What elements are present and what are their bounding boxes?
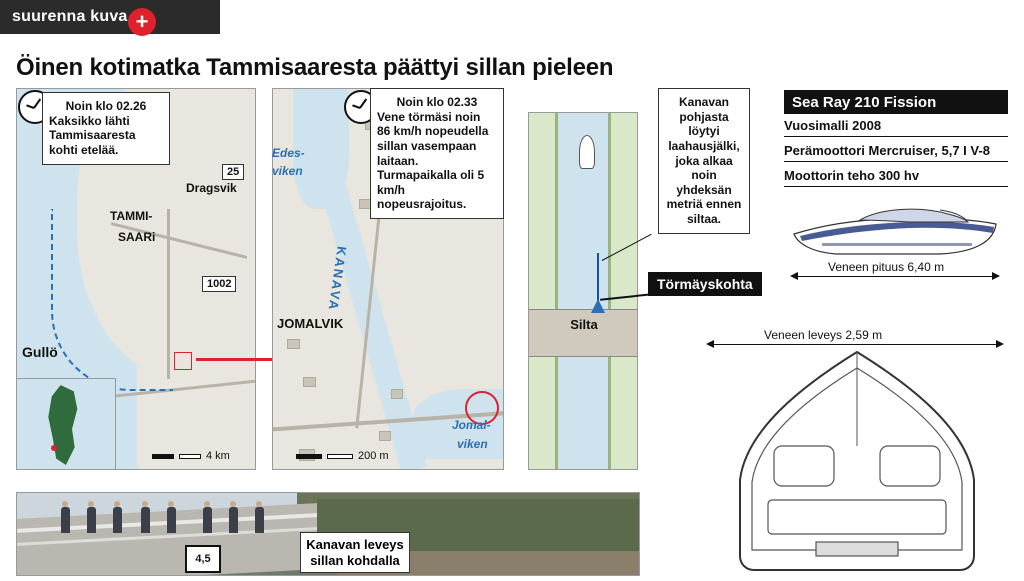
boat-spec-title: Sea Ray 210 Fission <box>784 90 1008 114</box>
location-dot <box>51 445 57 451</box>
photo-person <box>203 507 212 533</box>
dim-arrow-right <box>996 340 1004 348</box>
photo-person <box>141 507 150 533</box>
photo-person-head <box>168 501 174 507</box>
photo-person <box>113 507 122 533</box>
map-label-jomalviken-2: viken <box>457 437 488 451</box>
bank-right <box>611 113 637 470</box>
scale-seg-dark <box>152 454 174 459</box>
photo-person-head <box>230 501 236 507</box>
finland-inset-map <box>16 378 116 470</box>
callout-drag-mark <box>658 88 750 234</box>
boat-top-view <box>716 350 998 576</box>
map2-scale-label: 200 m <box>358 450 389 462</box>
callout1-time: Noin klo 02.26 <box>65 99 147 113</box>
enlarge-image-bar[interactable] <box>0 0 220 34</box>
map-label-jomalviken-1: Jomal- <box>452 418 491 432</box>
photo-person-head <box>142 501 148 507</box>
photo-person-head <box>114 501 120 507</box>
dim-line <box>714 344 998 345</box>
depth-sign: 4,5 <box>185 545 221 573</box>
boat-length-label: Veneen pituus 6,40 m <box>828 260 945 274</box>
map-label-kanava: KANAVA <box>325 245 350 313</box>
boat-spec-row-1: Vuosimalli 2008 <box>784 118 1008 137</box>
map-bridge-cross-section[interactable] <box>528 112 638 470</box>
impact-point-label: Törmäyskohta <box>648 272 762 296</box>
canal-edge-left <box>555 113 558 470</box>
bridge-label: Silta <box>570 317 598 332</box>
impact-marker <box>591 299 605 315</box>
map-label-tammisaari-1: TAMMI- <box>110 209 153 223</box>
photo-person-head <box>88 501 94 507</box>
callout2-text: Vene törmäsi noin 86 km/h nopeudella sillan vasempaan laitaan. Turmapaikalla oli 5 km/h nopeusrajoitus. <box>377 109 489 212</box>
callout-collision <box>370 88 504 219</box>
callout3-text: Kanavan pohjasta löytyi laahausjälki, joka alkaa noin yhdeksän metriä ennen siltaa. <box>666 95 742 226</box>
map-label-tammisaari-2: SAARi <box>118 230 156 244</box>
plus-glyph: + <box>135 9 149 34</box>
map2-scale <box>296 450 389 462</box>
map-label-jomalvik: JOMALVIK <box>277 316 344 331</box>
enlarge-image-label: suurenna kuva <box>12 8 128 25</box>
finland-shape <box>43 385 87 465</box>
page-title: Öinen kotimatka Tammisaaresta päättyi sillan pieleen <box>16 54 614 81</box>
building <box>391 389 403 399</box>
photo-callout-canal-width: Kanavan leveys sillan kohdalla <box>300 532 410 573</box>
map-label-edesviken-1: Edes- <box>272 146 305 160</box>
scale-seg-light <box>179 454 201 459</box>
boat-spec-row-3: Moottorin teho 300 hv <box>784 168 1008 187</box>
locator-box <box>174 352 192 370</box>
map-label-edesviken-2: viken <box>272 164 303 178</box>
dim-arrow-left <box>706 340 714 348</box>
scale-seg-dark <box>296 454 322 459</box>
photo-person <box>167 507 176 533</box>
impact-triangle <box>591 299 605 313</box>
map1-scale-label: 4 km <box>206 450 230 462</box>
map1-scale <box>152 450 230 462</box>
dim-line <box>798 276 994 277</box>
canal-edge-right <box>608 113 611 470</box>
boat-width-label: Veneen leveys 2,59 m <box>764 328 883 342</box>
bank-left <box>529 113 555 470</box>
map-label-dragsvik: Dragsvik <box>186 181 237 195</box>
boat-marker <box>579 135 595 169</box>
photo-person <box>255 507 264 533</box>
building <box>379 431 391 441</box>
scale-seg-light <box>327 454 353 459</box>
callout2-time: Noin klo 02.33 <box>396 95 478 109</box>
photo-person <box>229 507 238 533</box>
boat-side-view <box>790 196 1002 262</box>
dim-arrow-left <box>790 272 798 280</box>
photo-person-head <box>204 501 210 507</box>
photo-person-head <box>62 501 68 507</box>
map-label-gullo: Gullö <box>22 344 58 360</box>
plus-icon[interactable] <box>128 8 156 36</box>
building <box>287 339 300 349</box>
photo-person-head <box>256 501 262 507</box>
dim-arrow-right <box>992 272 1000 280</box>
road-badge-1002: 1002 <box>202 276 236 292</box>
photo-person <box>61 507 70 533</box>
road-badge-25: 25 <box>222 164 244 180</box>
boat-spec-row-2: Perämoottori Mercruiser, 5,7 I V-8 <box>784 143 1008 162</box>
callout-departure <box>42 92 170 165</box>
photo-person <box>87 507 96 533</box>
building <box>303 377 316 387</box>
callout1-text: Kaksikko lähti Tammisaaresta kohti etelää. <box>49 113 136 157</box>
